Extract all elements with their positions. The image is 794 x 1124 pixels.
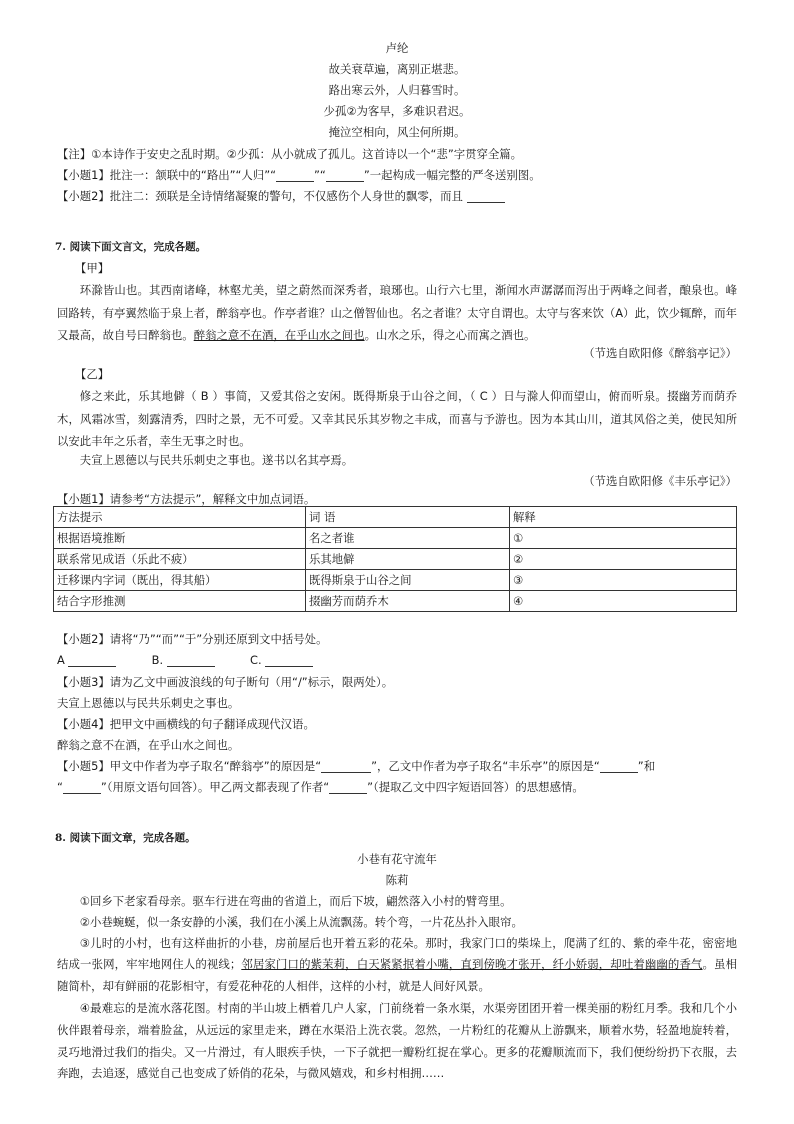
jia-underlined-sentence: 醉翁之意不在酒，在乎山水之间也 — [193, 328, 365, 343]
poem-line-1: 故关衰草遍，离别正堪悲。 — [328, 62, 466, 76]
table-header-cell: 词 语 — [306, 507, 510, 528]
p3-underlined-sentence: 邻居家门口的紫茉莉，白天紧紧抿着小嘴，直到傍晚才张开，纤小娇弱，却吐着幽幽的香气 — [241, 957, 703, 972]
q2-text: 【小题2】批注二：颈联是全诗情绪凝聚的警句，不仅感伤个人身世的飘零，而且 — [57, 189, 463, 203]
poem-line-3: 少孤②为客早，多难识君迟。 — [323, 104, 471, 118]
q8-heading: 8. 阅读下面文章，完成各题。 — [55, 832, 196, 844]
table-cell-answer[interactable]: ③ — [510, 570, 737, 591]
q1-text-c: ”一起构成一幅完整的严冬送别图。 — [363, 168, 541, 182]
q8-paragraph-1: ①回乡下老家看母亲。驱车行进在弯曲的省道上，而后下坡，翩然落入小村的臂弯里。 — [79, 894, 512, 908]
q7-yi-paragraph-2: 夫宣上恩德以与民共乐刺史之事也。遂书以名其亭焉。 — [79, 453, 354, 467]
method-table — [53, 506, 737, 612]
q7-jia-source: （节选自欧阳修《醉翁亭记》） — [583, 346, 737, 360]
q7-jia-label: 【甲】 — [75, 261, 110, 275]
q8-article-title: 小巷有花守流年 — [357, 852, 437, 866]
table-header-cell: 解释 — [510, 507, 737, 528]
q1-text-a: 【小题1】批注一：颔联中的“路出”“人归”“ — [57, 168, 277, 182]
table-cell: 掇幽芳而荫乔木 — [306, 591, 510, 612]
table-row — [54, 549, 737, 570]
table-row — [54, 570, 737, 591]
q7-sub4: 【小题4】把甲文中画横线的句子翻译成现代汉语。 — [57, 717, 315, 731]
table-header-row — [54, 507, 737, 528]
q8-paragraph-3 — [57, 933, 737, 997]
sub5-text-f: ”（提取乙文中四字短语回答）的思想感情。 — [367, 780, 584, 794]
q7-yi-source: （节选自欧阳修《丰乐亭记》） — [583, 474, 737, 488]
table-cell-answer[interactable]: ④ — [510, 591, 737, 612]
q8-article-author: 陈莉 — [385, 873, 409, 887]
q7-sub2-answers — [57, 650, 313, 671]
q2-blank[interactable] — [467, 188, 505, 203]
table-cell: 联系常见成语（乐此不疲） — [54, 549, 306, 570]
table-cell: 迁移课内字词（既出，得其船） — [54, 570, 306, 591]
table-cell-answer[interactable]: ① — [510, 528, 737, 549]
sub2-blank-b[interactable] — [167, 652, 215, 667]
p3-text-b: 。虽相随简朴，却有鲜丽的花影相守，有爱花种花的人相伴，这样的小村，就是人间好风景。 — [57, 957, 737, 993]
table-header-cell: 方法提示 — [54, 507, 306, 528]
q8-paragraph-2: ②小巷蜿蜒，似一条安静的小溪，我们在小溪上从流飘荡。转个弯，一片花丛扑入眼帘。 — [79, 915, 523, 929]
jia-text-a: 环滁皆山也。其西南诸峰，林壑尤美，望之蔚然而深秀者，琅琊也。山行六七里，渐闻水声潺潺而泻出于两峰之间者，酿泉也。峰回路转，有亭翼然临于泉上者，醉翁亭也。作亭者谁？山之僧智仙也。名之者谁？太守自谓也。太守与客来饮（A）此，饮少辄醉，而年又最高，故自号曰醉翁也。 — [57, 283, 737, 343]
q1-blank-1[interactable] — [276, 167, 314, 182]
table-cell-answer[interactable]: ② — [510, 549, 737, 570]
sub2-blank-a[interactable] — [68, 652, 116, 667]
jia-text-b: 。山水之乐，得之心而寓之酒也。 — [364, 328, 536, 343]
poem-author: 卢纶 — [385, 41, 409, 55]
q7-sub3-sentence: 夫宣上恩德以与民共乐刺史之事也。 — [57, 696, 240, 710]
q7-yi-label: 【乙】 — [75, 367, 110, 381]
sub5-blank-1[interactable] — [321, 758, 371, 773]
sub5-text-a: 【小题5】甲文中作者为亭子取名“醉翁亭”的原因是“ — [57, 759, 322, 773]
sub2-label-c: C. — [249, 653, 262, 667]
poem-question-1 — [57, 165, 541, 186]
q7-sub1: 【小题1】请参考“方法提示”，解释文中加点词语。 — [57, 492, 316, 506]
q1-text-b: ”“ — [314, 168, 326, 182]
q8-paragraph-4: ④最难忘的是流水落花图。村南的半山坡上栖着几户人家，门前绕着一条水渠，水渠旁团团开着一棵美丽的粉红月季。我和几个小伙伴跟着母亲，端着脸盆，从远远的家里走来，蹲在水渠沿上洗衣裳。忽然，一片粉红的花瓣从上游飘来，顺着水势，轻盈地旋转着，灵巧地滑过我们的指尖。又一片滑过，有人眼疾手快，一下子就把一瓣粉红捉在掌心。更多的花瓣顺流而下，我们便纷纷扔下衣服，去奔跑，去追逐，感觉自己也变成了娇俏的花朵，与微风嬉戏，和乡村相拥…… — [57, 1001, 737, 1081]
table-cell: 乐其地僻 — [306, 549, 510, 570]
q1-blank-2[interactable] — [326, 167, 364, 182]
q7-sub5-line-2 — [57, 777, 584, 798]
sub5-text-b: ”，乙文中作者为亭子取名“丰乐亭”的原因是“ — [371, 759, 600, 773]
p3-text-a: ③儿时的小村，也有这样曲折的小巷，房前屋后也开着五彩的花朵。那时，我家门口的柴垛上，爬满了红的、紫的牵牛花，密密地结成一张网，牢牢地网住人的视线； — [57, 936, 737, 972]
q7-sub3: 【小题3】请为乙文中画波浪线的句子断句（用“/”标示，限两处）。 — [57, 675, 394, 689]
sub5-text-d: “ — [57, 780, 63, 794]
sub5-text-e: ”（用原文语句回答）。甲乙两文都表现了作者“ — [100, 780, 330, 794]
sub5-blank-2[interactable] — [600, 758, 638, 773]
sub5-blank-3[interactable] — [63, 779, 101, 794]
poem-line-2: 路出寒云外，人归暮雪时。 — [328, 83, 466, 97]
q7-sub2: 【小题2】请将“乃”“而”“于”分别还原到文中括号处。 — [57, 632, 328, 646]
q7-jia-paragraph — [57, 279, 737, 347]
poem-line-4: 掩泣空相向，风尘何所期。 — [328, 125, 466, 139]
table-row — [54, 591, 737, 612]
sub2-label-b: B. — [151, 653, 164, 667]
sub5-blank-4[interactable] — [329, 779, 367, 794]
poem-question-2 — [57, 186, 505, 207]
table-cell: 既得斯泉于山谷之间 — [306, 570, 510, 591]
table-row — [54, 528, 737, 549]
sub2-blank-c[interactable] — [265, 652, 313, 667]
q7-sub4-sentence: 醉翁之意不在酒，在乎山水之间也。 — [57, 738, 240, 752]
table-cell: 名之者谁 — [306, 528, 510, 549]
table-cell: 根据语境推断 — [54, 528, 306, 549]
q7-heading: 7. 阅读下面文言文，完成各题。 — [55, 241, 207, 253]
q7-yi-paragraph: 修之来此，乐其地僻（ B ）事简，又爱其俗之安闲。既得斯泉于山谷之间，（ C ）日与滁人仰而望山，俯而听泉。掇幽芳而荫乔木，风霜冰雪，刻露清秀，四时之景，无不可爱。又幸其民乐其岁物之丰成，而喜与予游也。因为本其山川，道其风俗之美，使民知所以安此丰年之乐者，幸生无事之时也。 — [57, 389, 737, 448]
sub5-text-c: ”和 — [637, 759, 656, 773]
table-cell: 结合字形推测 — [54, 591, 306, 612]
sub2-label-a: A — [57, 653, 65, 667]
poem-note: 【注】①本诗作于安史之乱时期。②少孤：从小就成了孤儿。这首诗以一个“悲”字贯穿全篇。 — [57, 147, 523, 161]
q7-sub5-line-1 — [57, 756, 655, 777]
